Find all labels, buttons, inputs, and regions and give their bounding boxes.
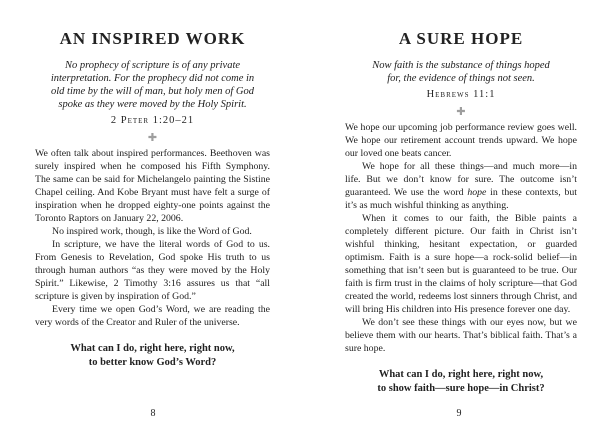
paragraph: [35, 225, 270, 238]
text-segment: We often talk about inspired performances. Beethoven was surely inspired when he composed his Fifth Symphony. The same can be said for Michelangelo painting the Sistine Chapel ceiling. And Kobe Bryant must have felt a surge of inspiration when he dropped eighty-one points against the Toronto Raptors on January 22, 2006.: [35, 148, 270, 224]
text-line: to show faith—sure hope—in Christ?: [377, 383, 545, 394]
italic-word: hope: [467, 187, 487, 198]
closing-question: [35, 342, 270, 370]
paragraph: [345, 121, 577, 160]
epigraph-verse: [35, 59, 270, 111]
text-segment: in these contexts, but it’s as much wishful thinking as anything.: [345, 187, 577, 211]
scripture-reference: 2 Peter 1:20–21: [110, 115, 195, 126]
text-line: What can I do, right here, right now,: [70, 343, 235, 354]
text-line: No prophecy of scripture is of any private: [64, 60, 241, 71]
body-text: [35, 147, 270, 329]
cross-icon: ✚: [456, 105, 466, 118]
page-right: [306, 0, 612, 432]
page-title: A SURE HOPE: [398, 29, 524, 48]
text-segment: We don’t see these things with our eyes now, but we believe them with our hearts. That’s biblical faith. That’s a sure hope.: [345, 317, 577, 354]
text-segment: In scripture, we have the literal words of God to us. From Genesis to Revelation, God spoke His truth to us through human authors “as they were moved by the Holy Spirit.” Likewise, 2 Timothy 3:16 assures us that “all scripture is given by inspiration of God.”: [35, 239, 270, 302]
text-segment: We hope for all these things—and much more—in life. But we don’t know for sure. The outcome isn’t guaranteed. We use the word: [345, 161, 577, 198]
text-line: spoke as they were moved by the Holy Spirit.: [58, 99, 247, 110]
page-number: 9: [456, 408, 462, 419]
text-segment: We hope our upcoming job performance review goes well. We hope our retirement account trends upward. We hope our loved one beats cancer.: [345, 122, 577, 159]
text-line: interpretation. For the prophecy did not come in: [50, 73, 255, 84]
text-segment: Every time we open God’s Word, we are reading the very words of the Creator and Ruler of the universe.: [35, 304, 270, 328]
paragraph: [35, 147, 270, 225]
text-line: to better know God’s Word?: [88, 357, 217, 368]
paragraph: [345, 160, 577, 212]
text-segment: No inspired work, though, is like the Word of God.: [52, 226, 252, 237]
epigraph-verse: [345, 59, 577, 85]
text-line: What can I do, right here, right now,: [378, 369, 544, 380]
text-line: Now faith is the substance of things hoped: [372, 60, 550, 71]
text-segment: When it comes to our faith, the Bible paints a completely different picture. Our faith in Christ isn’t wishful thinking, hesitant expectation, or guarded optimism. Faith is a sure hope—a rock-solid belief—in something that isn’t seen but is guaranteed to be true. Our faith is firm trust in the claims of holy scripture—that God created the world, redeems lost sinners through Christ, and will bring His children into His presence forever one day.: [345, 213, 577, 315]
page-number: 8: [150, 408, 156, 419]
paragraph: [35, 303, 270, 329]
text-line: old time by the will of man, but holy men of God: [51, 86, 254, 97]
scripture-reference: Hebrews 11:1: [426, 89, 496, 100]
page-title: AN INSPIRED WORK: [59, 29, 246, 48]
paragraph: [35, 238, 270, 303]
paragraph: [345, 212, 577, 316]
text-line: for, the evidence of things not seen.: [387, 73, 535, 84]
closing-question: [345, 368, 577, 396]
body-text: [345, 121, 577, 355]
paragraph: [345, 316, 577, 355]
cross-icon: ✚: [147, 131, 158, 144]
